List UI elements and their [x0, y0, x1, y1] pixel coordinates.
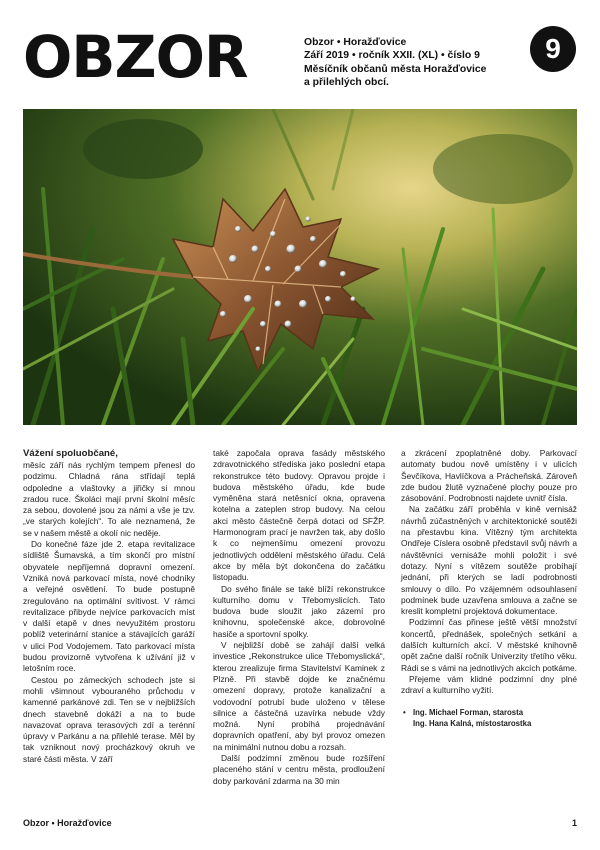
article-salutation: Vážení spoluobčané, — [23, 448, 118, 459]
signature-deputy-mayor: Ing. Hana Kalná, místostarostka — [413, 718, 532, 728]
cover-photo — [23, 109, 577, 425]
meta-publication: Obzor • Horažďovice — [304, 37, 407, 48]
article-column-1 — [23, 448, 195, 765]
editorial-article — [23, 448, 577, 808]
page-number: 1 — [571, 818, 577, 828]
paragraph: Do konečné fáze jde 2. etapa revitalizace sídliště Šumavská, a tím skončí pro místní obyvatele nepříjemná dopravní omezení. Vzniká nová parkovací místa, nové chodníky a veřejné osvětlení. To bude postupně zregulováno na optimální svítivost. V rámci revitalizace přibyde nejvíce parkovacích míst v další etapě v dnes nevyužitém prostoru poblíž veterinární stanice a stávajících garáží v ulici Pod Vodojemem. Tato parkovací místa budou provizorně vytvořena k užívání již v letošním roce. — [23, 539, 195, 674]
issue-meta — [304, 36, 486, 90]
article-column-3 — [401, 448, 577, 729]
signature-mayor: • Ing. Michael Forman, starosta — [401, 707, 577, 718]
page-footer — [23, 818, 577, 832]
footer-publication: Obzor • Horažďovice — [23, 818, 112, 828]
paragraph: Cestou po zámeckých schodech jste si mohli všimnout vybouraného průchodu v kamenné parkánové zdi. Ten se v nejbližších dnech stavebně dokáží a na to bude navazovat oprava terasových zdí a terénní úpravy v Parkánu a na přilehlé terase. Měl by tak vzniknout nový procházkový okruh ve staré části města. V září — [23, 674, 195, 764]
paragraph: V nejbližší době se zahájí další velká investice „Rekonstrukce ulice Třebomyslická“, kterou zrealizuje firma Stavitelství Kaminek z Plzně. Při stavbě dojde ke značnému omezení dopravy, protože kanalizační a vodovodní potrubí bude uloženo v tělese silnice a částečná uzavírka nebude vždy možná. Nyní probíhá projednávání dopravních opatření, aby byl provoz omezen na minimální nutnou dobu a rozsah. — [213, 640, 385, 752]
masthead — [23, 22, 577, 92]
paragraph: také započala oprava fasády městského zdravotnického střediska jako poslední etapa rekonstrukce této budovy. Opravou projde i budova městského úřadu, kde bude vyměněna stará netěsnící okna, opravena kotelna a zateplen strop budovy. Na celou akci město částečně čerpá dotaci od SFŽP. Harmonogram prací je navržen tak, aby došlo k co nejmenšímu omezení provozu jednotlivých oddělení městského úřadu. Celá akce by měla být dokončena do začátku listopadu. — [213, 448, 385, 583]
signatures — [401, 707, 577, 729]
paragraph: Podzimní čas přinese ještě větší množství koncertů, přednášek, společných setkání a dalších kulturních akcí. V městské knihovně opět začne další ročník Univerzity třetího věku. Rádi se s vámi na jednotlivých akcích potkáme. — [401, 617, 577, 673]
issue-number-badge: 9 — [530, 26, 576, 72]
leaf-in-grass-photo — [23, 109, 577, 425]
paragraph: měsíc září nás rychlým tempem přenesl do podzimu. Chladná rána střídají teplá odpoledne a vlaštovky a jiřičky si mnou zradou ruce. Školáci mají první školní měsíc za sebou, dovolené jsou za námi a vše je tzv. „ve starých kolejích“. To ale neznamená, že se v našem městě a okolí nic neděje. — [23, 460, 195, 538]
meta-description-cont: a přilehlých obcí. — [304, 77, 389, 89]
paragraph: Na začátku září proběhla v kině vernisáž návrhů zúčastněných v architektonické soutěži na přestavbu kina. Vítězný tým architekta Ondřeje Císlera osobně představil svůj návrh a návštěvníci vernisáže mohli položit i své dotazy. Nyní s vítězem soutěže probíhají jednání, při kterých se ladí podrobnosti smlouvy o dílo. Po vzájemném odsouhlasení podmínek bude uzavřena smlouva a začne se kreslit kompletní projektová dokumentace. — [401, 504, 577, 617]
obzor-logo: OBZOR — [23, 23, 248, 91]
article-column-2 — [213, 448, 385, 787]
paragraph: Přejeme vám klidné podzimní dny plné zdraví a kulturního vyžití. — [401, 673, 577, 696]
paragraph: a zkrácení zpoplatněné doby. Parkovací automaty budou nově umístěny i v ulicích Ševčíkova, Havlíčkova a Prácheňská. Zároveň zde budou žlutě vyznačené plochy pouze pro zásobování. Podrobnosti najdete uvnitř čísla. — [401, 448, 577, 504]
paragraph: Další podzimní změnou bude rozšíření placeného stání v centru města, prodloužení doby parkování zdarma na 30 min — [213, 753, 385, 786]
paragraph: Do svého finále se také blíží rekonstrukce kulturního domu v Třebomyslicích. Tato budova bude sloužit jako zázemí pro knihovnu, společenské akce, dobrovolné hasiče a sportovní spolky. — [213, 583, 385, 639]
meta-issue-info: Září 2019 • ročník XXII. (XL) • číslo 9 — [304, 50, 480, 62]
meta-description: Měsíčník občanů města Horažďovice — [304, 63, 487, 75]
